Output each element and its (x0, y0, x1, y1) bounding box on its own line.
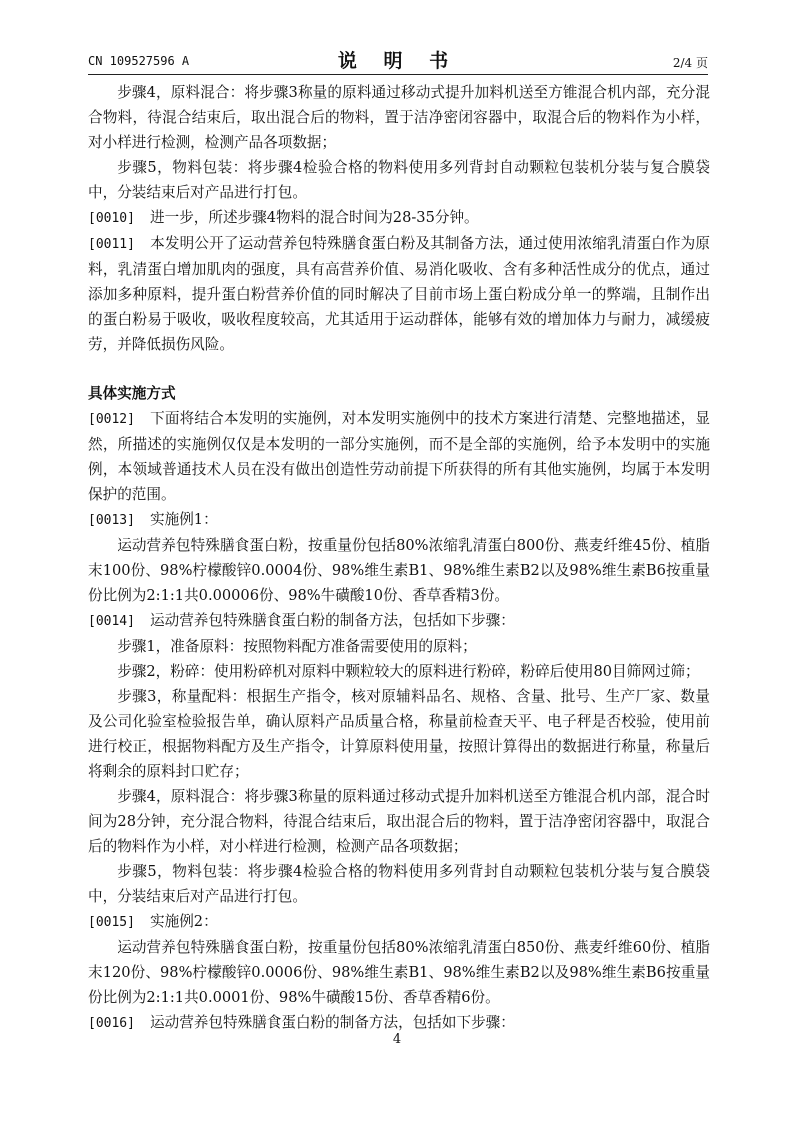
paragraph-0010: [0010] 进一步，所述步骤4物料的混合时间为28-35分钟。 (88, 205, 710, 231)
paragraph-0012: [0012] 下面将结合本发明的实施例，对本发明实施例中的技术方案进行清楚、完整地描述，显然，所描述的实施例仅仅是本发明的一部分实施例，而不是全部的实施例，给予本发明中的实施例，本领域普通技术人员在没有做出创造性劳动前提下所获得的所有其他实施例，均属于本发明保护的范围。 (88, 406, 710, 507)
patent-number: CN 109527596 A (88, 54, 190, 68)
paragraph-number: [0011] (88, 237, 135, 252)
paragraph-step4-b: 步骤4，原料混合：将步骤3称量的原料通过移动式提升加料机送至方锥混合机内部，混合时间为28分钟，充分混合物料，待混合结束后，取出混合后的物料，置于洁净密闭容器中，取混合后的物料作为小样，对小样进行检测，检测产品各项数据； (88, 788, 710, 855)
document-title: 说 明 书 (337, 50, 459, 72)
page-header (88, 46, 708, 75)
paragraph-number: [0010] (88, 211, 135, 226)
paragraph-number: [0014] (88, 614, 135, 629)
paragraph-step3: 步骤3，称量配料：根据生产指令，核对原辅料品名、规格、含量、批号、生产厂家、数量及公司化验室检验报告单，确认原料产品质量合格，称量前检查天平、电子秤是否校验，使用前进行校正，根据物料配方及生产指令，计算原料使用量，按照计算得出的数据进行称量，称量后将剩余的原料封口贮存； (88, 688, 710, 780)
paragraph-0015: [0015] 实施例2： (88, 909, 710, 935)
paragraph-number: [0013] (88, 513, 135, 528)
paragraph-0013: [0013] 实施例1： (88, 507, 710, 533)
page-indicator: 2/4 页 (672, 56, 708, 70)
paragraph-step2: 步骤2，粉碎：使用粉碎机对原料中颗粒较大的原料进行粉碎，粉碎后使用80目筛网过筛； (117, 663, 700, 680)
paragraph-number: [0012] (88, 412, 135, 427)
paragraph-example1-formula: 运动营养包特殊膳食蛋白粉，按重量份包括80%浓缩乳清蛋白800份、燕麦纤维45份、植脂末100份、98%柠檬酸锌0.0004份、98%维生素B1、98%维生素B2以及98%维生素B6按重量份比例为2:1:1共0.00006份、98%牛磺酸10份、香草香精3份。 (88, 537, 710, 604)
paragraph-step4: 步骤4，原料混合：将步骤3称量的原料通过移动式提升加料机送至方锥混合机内部，充分混合物料，待混合结束后，取出混合后的物料，置于洁净密闭容器中，取混合后的物料作为小样，对小样进行检测，检测产品各项数据； (88, 84, 710, 151)
document-body (88, 80, 710, 1036)
paragraph-0014: [0014] 运动营养包特殊膳食蛋白粉的制备方法，包括如下步骤： (88, 608, 710, 634)
paragraph-0011: [0011] 本发明公开了运动营养包特殊膳食蛋白粉及其制备方法，通过使用浓缩乳清蛋白作为原料，乳清蛋白增加肌肉的强度，具有高营养价值、易消化吸收、含有多种活性成分的优点，通过添加多种原料，提升蛋白粉营养价值的同时解决了目前市场上蛋白粉成分单一的弊端，且制作出的蛋白粉易于吸收，吸收程度较高，尤其适用于运动群体，能够有效的增加体力与耐力，减缓疲劳，并降低损伤风险。 (88, 231, 710, 357)
paragraph-number: [0016] (88, 1016, 135, 1031)
paragraph-step5-b: 步骤5，物料包装：将步骤4检验合格的物料使用多列背封自动颗粒包装机分装与复合膜袋中，分装结束后对产品进行打包。 (88, 863, 710, 905)
paragraph-step5: 步骤5，物料包装：将步骤4检验合格的物料使用多列背封自动颗粒包装机分装与复合膜袋中，分装结束后对产品进行打包。 (88, 159, 710, 201)
paragraph-step1: 步骤1，准备原料：按照物料配方准备需要使用的原料； (117, 638, 477, 655)
section-heading: 具体实施方式 (88, 385, 176, 402)
paragraph-0016: [0016] 运动营养包特殊膳食蛋白粉的制备方法，包括如下步骤： (88, 1010, 710, 1036)
page-number: 4 (392, 1032, 402, 1047)
paragraph-example2-formula: 运动营养包特殊膳食蛋白粉，按重量份包括80%浓缩乳清蛋白850份、燕麦纤维60份、植脂末120份、98%柠檬酸锌0.0006份、98%维生素B1、98%维生素B2以及98%维生素B6按重量份比例为2:1:1共0.0001份、98%牛磺酸15份、香草香精6份。 (88, 939, 710, 1006)
paragraph-number: [0015] (88, 915, 135, 930)
